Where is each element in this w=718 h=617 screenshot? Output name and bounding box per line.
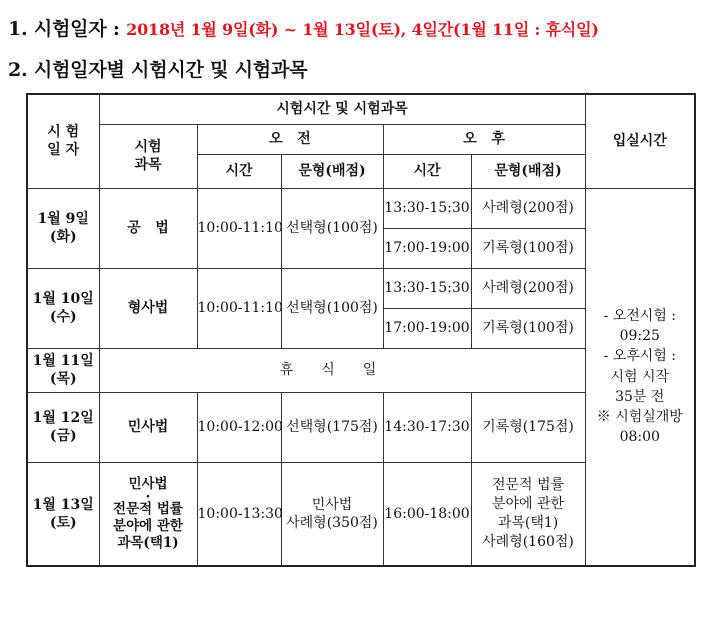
table-row xyxy=(27,188,695,228)
entry-time-cell: - 오전시험 : 09:25 - 오후시험 : 시험 시작 35분 전 ※ 시험실개방 08:00 xyxy=(585,188,695,566)
heading-label: 시험일자 : xyxy=(33,18,120,40)
pm-type-cell: 기록형(100점) xyxy=(471,228,585,268)
subject-cell: 민사법 · 전문적 법률 분야에 관한 과목(택1) xyxy=(99,462,197,566)
header-pm-time: 시간 xyxy=(383,154,471,188)
header-entry-time: 입실시간 xyxy=(585,94,695,188)
date-cell: 1월 13일 (토) xyxy=(27,462,99,566)
heading-number: 1. xyxy=(8,18,28,40)
subject-cell: 공 법 xyxy=(99,188,197,268)
date-cell: 1월 9일 (화) xyxy=(27,188,99,268)
date-cell: 1월 12일 (금) xyxy=(27,392,99,462)
date-cell: 1월 10일 (수) xyxy=(27,268,99,348)
heading-schedule xyxy=(8,55,307,82)
am-type-cell: 선택형(100점) xyxy=(281,268,383,348)
pm-time-cell: 17:00-19:00 xyxy=(383,308,471,348)
pm-type-cell: 전문적 법률 분야에 관한 과목(택1) 사례형(160점) xyxy=(471,462,585,566)
header-time-subject: 시험시간 및 시험과목 xyxy=(99,94,585,124)
subject-cell: 민사법 xyxy=(99,392,197,462)
date-cell: 1월 11일 (목) xyxy=(27,348,99,392)
header-am-time: 시간 xyxy=(197,154,281,188)
subject-cell: 형사법 xyxy=(99,268,197,348)
header-morning: 오 전 xyxy=(197,124,383,154)
am-type-cell: 선택형(100점) xyxy=(281,188,383,268)
header-subject: 시험 과목 xyxy=(99,124,197,188)
holiday-cell: 휴식일 xyxy=(99,348,585,392)
pm-time-cell: 17:00-19:00 xyxy=(383,228,471,268)
exam-date-detail: 2018년 1월 9일(화) ~ 1월 13일(토), 4일간(1월 11일 : 휴식일) xyxy=(126,20,599,39)
header-pm-type: 문형(배점) xyxy=(471,154,585,188)
am-time-cell: 10:00-13:30 xyxy=(197,462,281,566)
pm-time-cell: 16:00-18:00 xyxy=(383,462,471,566)
heading-number: 2. xyxy=(8,59,28,81)
pm-type-cell: 기록형(100점) xyxy=(471,308,585,348)
header-am-type: 문형(배점) xyxy=(281,154,383,188)
pm-time-cell: 14:30-17:30 xyxy=(383,392,471,462)
am-time-cell: 10:00-12:00 xyxy=(197,392,281,462)
pm-time-cell: 13:30-15:30 xyxy=(383,268,471,308)
pm-type-cell: 사례형(200점) xyxy=(471,188,585,228)
pm-time-cell: 13:30-15:30 xyxy=(383,188,471,228)
heading-label: 시험일자별 시험시간 및 시험과목 xyxy=(33,59,308,81)
am-type-cell: 민사법 사례형(350점) xyxy=(281,462,383,566)
am-time-cell: 10:00-11:10 xyxy=(197,188,281,268)
am-time-cell: 10:00-11:10 xyxy=(197,268,281,348)
header-afternoon: 오 후 xyxy=(383,124,585,154)
pm-type-cell: 기록형(175점) xyxy=(471,392,585,462)
header-exam-date: 시 험 일 자 xyxy=(27,94,99,188)
am-type-cell: 선택형(175점) xyxy=(281,392,383,462)
exam-schedule-table xyxy=(26,93,696,567)
heading-exam-dates xyxy=(8,14,599,41)
pm-type-cell: 사례형(200점) xyxy=(471,268,585,308)
